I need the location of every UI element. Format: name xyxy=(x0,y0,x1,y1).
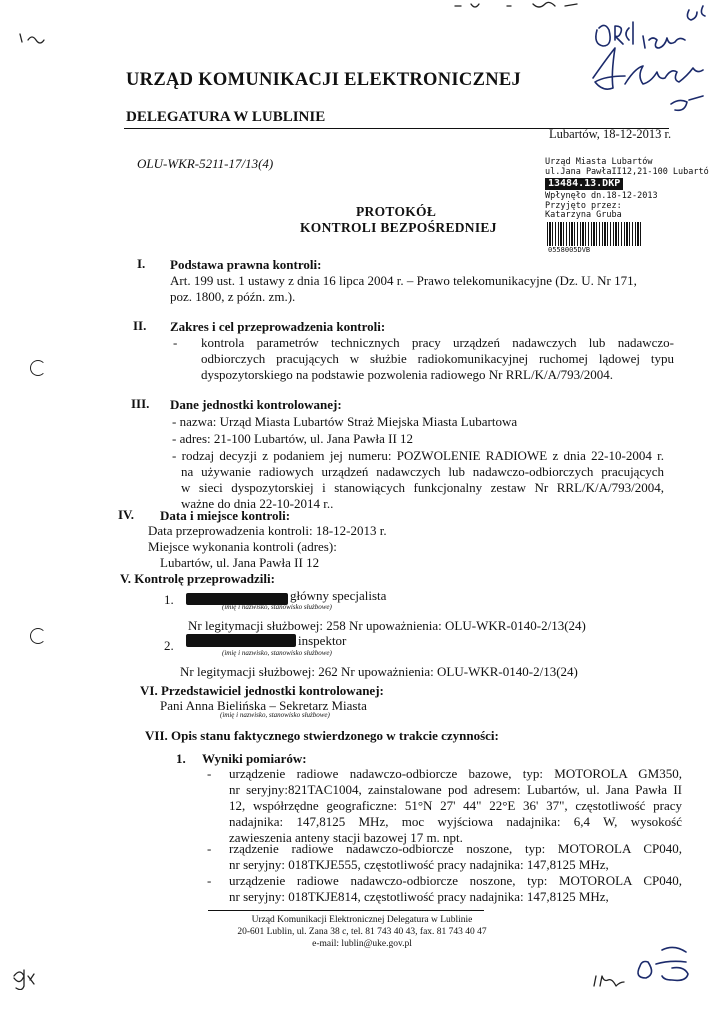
device-1-line-5: zawieszenia anteny stacji bazowej 17 m. npt. xyxy=(229,830,463,845)
section-4-heading: Data i miejsce kontroli: xyxy=(160,508,291,523)
section-3-item-decision-2: na używanie radiowych urządzeń nadawczych lub nadawczo-odbiorczych pracujących xyxy=(181,464,664,479)
stamp-number: 13484.13.DKP xyxy=(545,178,623,190)
top-edge-scribble xyxy=(415,0,585,16)
section-1-heading: Podstawa prawna kontroli: xyxy=(170,257,322,272)
section-1-line-1: Art. 199 ust. 1 ustawy z dnia 16 lipca 2004 r. – Prawo telekomunikacyjne (Dz. U. Nr 171, xyxy=(170,273,637,288)
section-4-place: Lubartów, ul. Jana Pawła II 12 xyxy=(160,555,320,570)
section-1-line-2: poz. 1800, z późn. zm.). xyxy=(170,289,296,304)
inspector-1-caption: (imię i nazwisko, stanowisko służbowe) xyxy=(222,603,332,611)
stamp-office: Urząd Miasta Lubartów xyxy=(545,157,653,167)
stamp-received-by-name: Katarzyna Gruba xyxy=(545,210,622,220)
device-1-line-2: nr seryjny:821TAC1004, zainstalowane pod adresem: Lubartów, ul. Jana Pawła II xyxy=(229,782,682,797)
stamp-received-date: Wpłynęło dn.18-12-2013 xyxy=(545,191,658,201)
initials-bottom xyxy=(590,972,626,990)
device-2-line-1: rządzenie radiowe nadawczo-odbiorcze noszone, typ: MOTOROLA CP040, xyxy=(229,841,682,856)
representative: Pani Anna Bielińska – Sekretarz Miasta xyxy=(160,698,367,713)
section-3-item-name: - nazwa: Urząd Miasta Lubartów Straż Miejska Miasta Lubartowa xyxy=(172,414,518,429)
document-subtitle: KONTROLI BEZPOŚREDNIEJ xyxy=(300,220,497,235)
inspector-2-number: 2. xyxy=(164,638,174,653)
device-2-line-2: nr seryjny: 018TKJE555, częstotliwość pracy nadajnika: 147,8125 MHz, xyxy=(229,857,609,872)
punch-hole-mark xyxy=(30,360,46,376)
redaction-bar xyxy=(186,634,296,647)
bullet-dash: - xyxy=(173,335,178,350)
bullet-dash: - xyxy=(207,873,212,888)
section-6-heading: VI. Przedstawiciel jednostki kontrolowanej: xyxy=(140,683,384,698)
section-1-number: I. xyxy=(137,256,146,271)
bullet-dash: - xyxy=(207,766,212,781)
stamp-address: ul.Jana PawłaII12,21-100 Lubartó xyxy=(545,166,709,177)
inspector-1-number: 1. xyxy=(164,592,174,607)
handwritten-signature xyxy=(585,0,720,120)
bullet-dash: - xyxy=(207,841,212,856)
document-date: Lubartów, 18-12-2013 r. xyxy=(549,127,672,141)
device-1-line-4: nadajnika: 147,8125 MHz, moc wyjściowa nadajnika: 6,4 W, wysokość xyxy=(229,814,682,829)
device-3-line-2: nr seryjny: 018TKJE814, częstotliwość pracy nadajnika: 147,8125 MHz, xyxy=(229,889,609,904)
inspector-1-role: główny specjalista xyxy=(290,588,387,603)
document-title: PROTOKÓŁ xyxy=(356,204,437,219)
inspector-2-role: inspektor xyxy=(298,633,347,648)
stamp-received-by-label: Przyjęto przez: xyxy=(545,200,622,211)
office-branch: DELEGATURA W LUBLINIE xyxy=(126,109,326,125)
section-2-heading: Zakres i cel przeprowadzenia kontroli: xyxy=(170,319,386,334)
inspector-2-caption: (imię i nazwisko, stanowisko służbowe) xyxy=(222,649,332,657)
device-3-line-1: urządzenie radiowe nadawczo-odbiorcze noszone, typ: MOTOROLA CP040, xyxy=(229,873,682,888)
receipt-stamp-details xyxy=(545,192,658,221)
measurements-heading: Wyniki pomiarów: xyxy=(202,751,307,766)
section-3-item-decision-3: w sieci dyspozytorskiej i stanowiących funkcjonalny zestaw Nr RRL/K/A/793/2004, xyxy=(181,480,664,495)
footer-divider xyxy=(208,910,484,911)
handwritten-initials xyxy=(632,938,702,988)
section-3-item-decision-4: ważne do dnia 22-10-2014 r.. xyxy=(181,496,334,511)
section-5-heading: V. Kontrolę przeprowadzili: xyxy=(120,571,275,586)
punch-hole-mark xyxy=(30,628,46,644)
section-2-line-1: kontrola parametrów technicznych pracy urządzeń nadawczych lub nadawczo- xyxy=(201,335,674,350)
section-3-item-decision-1: - rodzaj decyzji z podaniem jej numeru: POZWOLENIE RADIOWE z dnia 22-10-2004 r. xyxy=(172,448,664,463)
section-3-heading: Dane jednostki kontrolowanej: xyxy=(170,397,342,412)
section-4-number: IV. xyxy=(118,507,135,522)
subsection-1-number: 1. xyxy=(176,751,186,766)
footer-office: Urząd Komunikacji Elektronicznej Delegatura w Lublinie xyxy=(251,915,473,925)
footer-address: 20-601 Lublin, ul. Zana 38 c, tel. 81 743 40 43, fax. 81 743 40 47 xyxy=(237,927,487,937)
corner-mark xyxy=(18,30,48,50)
representative-caption: (imię i nazwisko, stanowisko służbowe) xyxy=(220,711,330,719)
receipt-stamp-header xyxy=(545,158,709,177)
section-7-heading: VII. Opis stanu faktycznego stwierdzonego w trakcie czynności: xyxy=(145,728,499,743)
section-3-item-address: - adres: 21-100 Lubartów, ul. Jana Pawła II 12 xyxy=(172,431,414,446)
office-name: URZĄD KOMUNIKACJI ELEKTRONICZNEJ xyxy=(126,70,522,90)
section-2-line-2: odbiorczych pracujących w służbie radiokomunikacyjnej ruchomej lądowej typu xyxy=(201,351,674,366)
case-reference: OLU-WKR-5211-17/13(4) xyxy=(137,156,274,171)
inspector-2-ids: Nr legitymacji służbowej: 262 Nr upoważnienia: OLU-WKR-0140-2/13(24) xyxy=(180,664,578,679)
section-2-number: II. xyxy=(133,318,147,333)
initials-bottom-left xyxy=(6,950,46,990)
section-4-date: Data przeprowadzenia kontroli: 18-12-2013 r. xyxy=(148,523,387,538)
device-1-line-1: urządzenie radiowe nadawczo-odbiorcze bazowe, typ: MOTOROLA GM350, xyxy=(229,766,682,781)
section-2-line-3: dyspozytorskiego na podstawie pozwolenia radiowego Nr RRL/K/A/793/2004. xyxy=(201,367,613,382)
barcode xyxy=(547,222,643,246)
inspector-1-ids: Nr legitymacji służbowej: 258 Nr upoważnienia: OLU-WKR-0140-2/13(24) xyxy=(188,618,586,633)
barcode-text: 0558005DVB xyxy=(548,246,591,254)
footer-email: e-mail: lublin@uke.gov.pl xyxy=(312,939,412,949)
section-3-number: III. xyxy=(131,396,150,411)
device-1-line-3: 12, współrzędne geograficzne: 51°N 27' 44" 22°E 36' 37", częstotliwość pracy xyxy=(229,798,682,813)
section-4-place-label: Miejsce wykonania kontroli (adres): xyxy=(148,539,337,554)
